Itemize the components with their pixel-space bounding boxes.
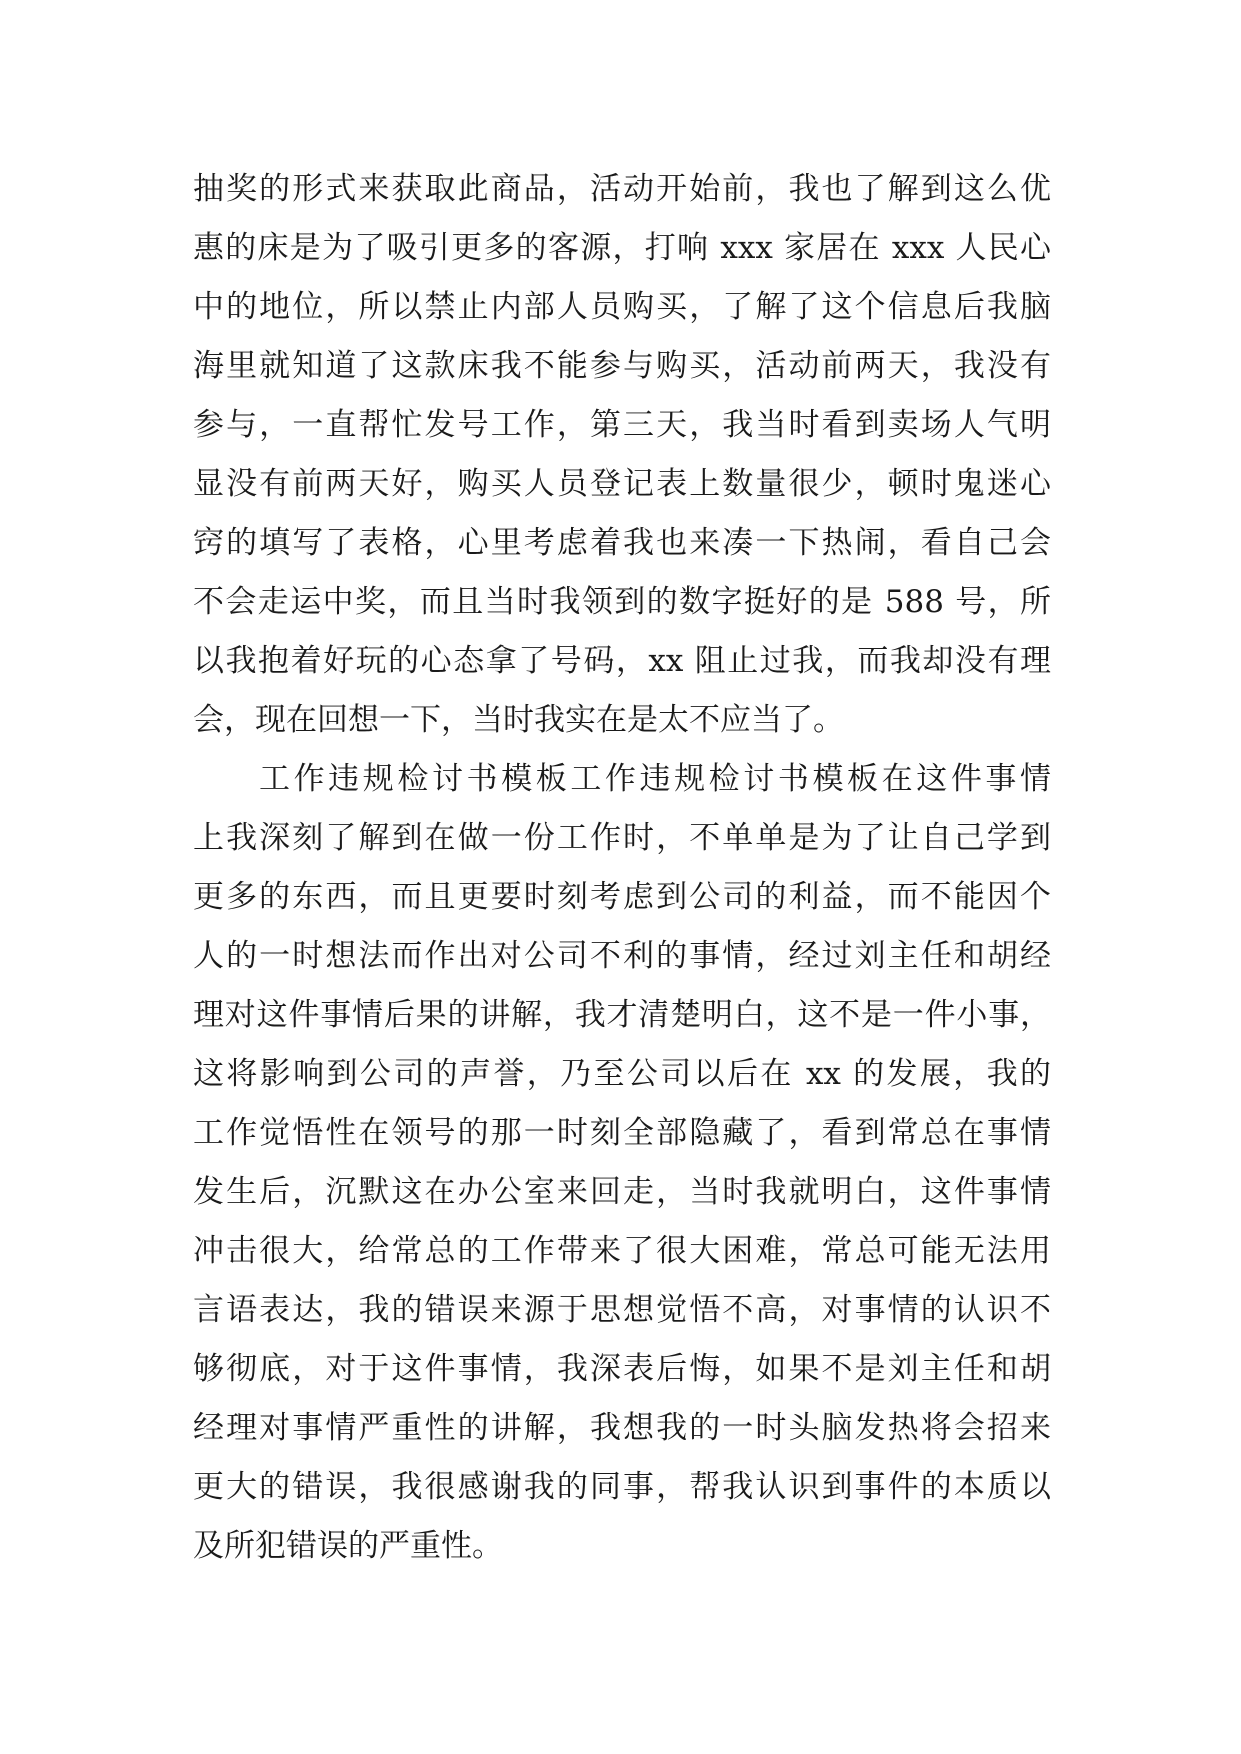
- paragraph-1: [193, 160, 1051, 750]
- text-line: 够彻底，对于这件事情，我深表后悔，如果不是刘主任和胡: [193, 1351, 1051, 1387]
- text-line: 及所犯错误的严重性。: [193, 1528, 503, 1564]
- text-line: 更多的东西，而且更要时刻考虑到公司的利益，而不能因个: [193, 879, 1051, 915]
- text-line: 工作觉悟性在领号的那一时刻全部隐藏了，看到常总在事情: [193, 1115, 1051, 1151]
- text-line: 抽奖的形式来获取此商品，活动开始前，我也了解到这么优: [193, 171, 1051, 207]
- text-line: 这将影响到公司的声誉，乃至公司以后在 xx 的发展，我的: [193, 1056, 1051, 1092]
- text-line: 上我深刻了解到在做一份工作时，不单单是为了让自己学到: [193, 820, 1051, 856]
- text-line: 参与，一直帮忙发号工作，第三天，我当时看到卖场人气明: [193, 407, 1051, 443]
- text-line: 发生后，沉默这在办公室来回走，当时我就明白，这件事情: [193, 1174, 1051, 1210]
- text-line: 人的一时想法而作出对公司不利的事情，经过刘主任和胡经: [193, 938, 1051, 974]
- text-line: 显没有前两天好，购买人员登记表上数量很少，顿时鬼迷心: [193, 466, 1051, 502]
- paragraph-2: [193, 750, 1051, 1576]
- text-line: 工作违规检讨书模板工作违规检讨书模板在这件事情: [259, 761, 1051, 797]
- text-line: 理对这件事情后果的讲解，我才清楚明白，这不是一件小事，: [193, 997, 1051, 1033]
- text-line: 不会走运中奖，而且当时我领到的数字挺好的是 588 号，所: [193, 584, 1051, 620]
- text-line: 惠的床是为了吸引更多的客源，打响 xxx 家居在 xxx 人民心: [193, 230, 1051, 266]
- text-line: 会，现在回想一下，当时我实在是太不应当了。: [193, 702, 844, 738]
- text-line: 经理对事情严重性的讲解，我想我的一时头脑发热将会招来: [193, 1410, 1051, 1446]
- text-line: 冲击很大，给常总的工作带来了很大困难，常总可能无法用: [193, 1233, 1051, 1269]
- text-line: 海里就知道了这款床我不能参与购买，活动前两天，我没有: [193, 348, 1051, 384]
- text-line: 窍的填写了表格，心里考虑着我也来凑一下热闹，看自己会: [193, 525, 1051, 561]
- text-line: 言语表达，我的错误来源于思想觉悟不高，对事情的认识不: [193, 1292, 1051, 1328]
- text-line: 以我抱着好玩的心态拿了号码，xx 阻止过我，而我却没有理: [193, 643, 1051, 679]
- document-body: [193, 160, 1051, 1576]
- text-line: 中的地位，所以禁止内部人员购买，了解了这个信息后我脑: [193, 289, 1051, 325]
- text-line: 更大的错误，我很感谢我的同事，帮我认识到事件的本质以: [193, 1469, 1051, 1505]
